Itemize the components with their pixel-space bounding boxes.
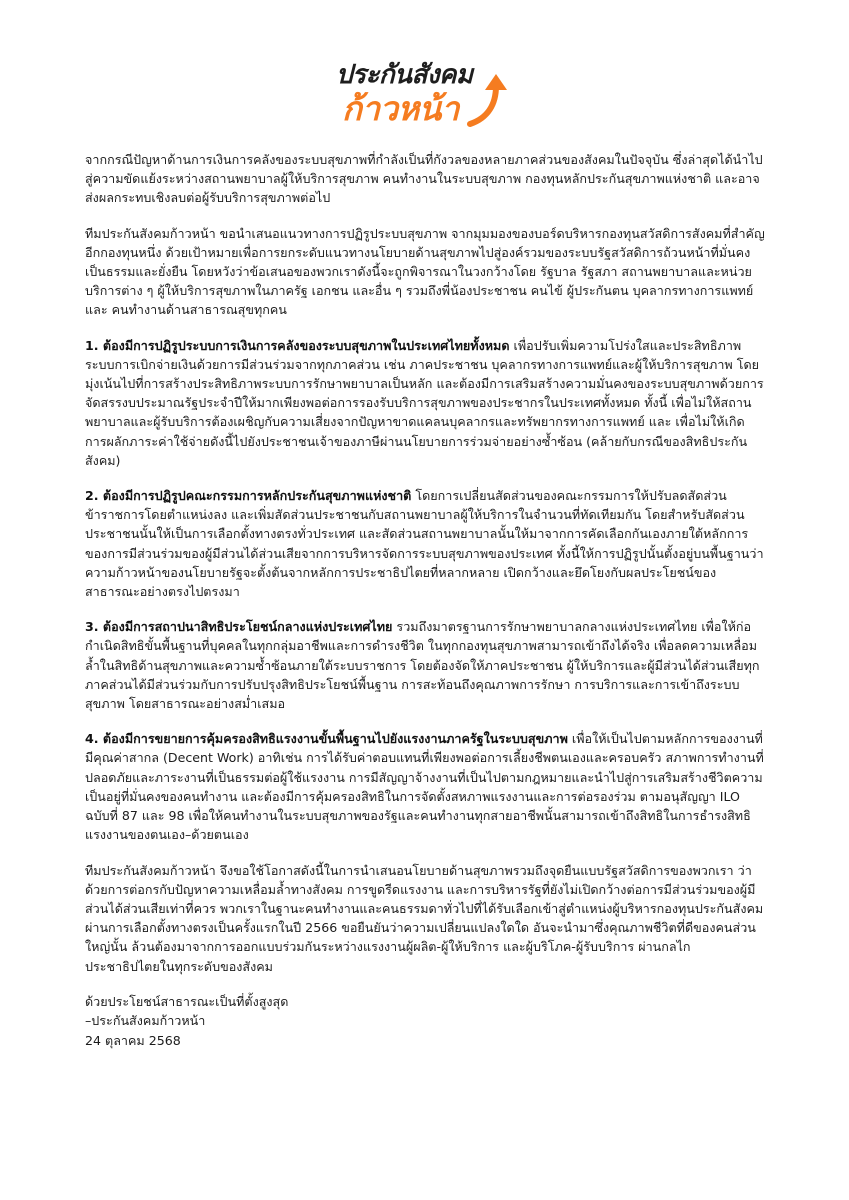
proposal-item-2-text: โดยการเปลี่ยนสัดส่วนของคณะกรรมการให้ปรับลดสัดส่วนข้าราชการโดยตำแหน่งลง และเพิ่มสัดส่วนประชาชนกับสถานพยาบาลผู้ให้บริการในจำนวนที่ทัดเทียมกัน โดยสำหรับสัดส่วนประชาชนนั้นให้เป็นการเลือกตั้งทางตรงทั่วประเทศ และสัดส่วนสถานพยาบาลนั้นให้มาจากการคัดเลือกกันเองภายใต้หลักการของการมีส่วนร่วมของผู้มีส่วนได้ส่วนเสียจากการบริหารจัดการระบบสุขภาพของประเทศ ทั้งนี้ให้การปฏิรูปนั้นตั้งอยู่บนพื้นฐานว่า ความก้าวหน้าของนโยบายรัฐจะตั้งต้นจากหลักการประชาธิปไตยที่หลากหลาย เปิดกว้างและยึดโยงกับผลประโยชน์ของสาธารณะอย่างตรงไปตรงมา <box>85 488 764 600</box>
proposal-item-1 <box>85 336 765 470</box>
logo-text-bottom: ก้าวหน้า <box>342 89 459 128</box>
proposal-item-4-heading: 4. ต้องมีการขยายการคุ้มครองสิทธิแรงงานขั้นพื้นฐานไปยังแรงงานภาครัฐในระบบสุขภาพ <box>85 731 568 747</box>
signoff-line: ด้วยประโยชน์สาธารณะเป็นที่ตั้งสูงสุด <box>85 993 289 1009</box>
signoff-date: 24 ตุลาคม 2568 <box>85 1032 181 1048</box>
letter-body <box>85 150 765 1051</box>
proposal-item-1-heading: 1. ต้องมีการปฏิรูประบบการเงินการคลังของระบบสุขภาพในประเทศไทยทั้งหมด <box>85 337 510 353</box>
proposal-item-3-heading: 3. ต้องมีการสถาปนาสิทธิประโยชน์กลางแห่งประเทศไทย <box>85 619 393 635</box>
proposal-paragraph: ทีมประกันสังคมก้าวหน้า ขอนำเสนอแนวทางการปฏิรูประบบสุขภาพ จากมุมมองของบอร์ดบริหารกองทุนสวัสดิการสังคมที่สำคัญอีกกองทุนหนึ่ง ด้วยเป้าหมายเพื่อการยกระดับแนวทางนโยบายด้านสุขภาพไปสู่องค์รวมของระบบรัฐสวัสดิการถ้วนหน้าที่มั่นคง เป็นธรรมและยั่งยืน โดยหวังว่าข้อเสนอของพวกเราดังนี้จะถูกพิจารณาในวงกว้างโดย รัฐบาล รัฐสภา สถานพยาบาลและหน่วยบริการต่าง ๆ ผู้ให้บริการสุขภาพในภาครัฐ เอกชน และอื่น ๆ รวมถึงพี่น้องประชาชน คนไข้ ผู้ประกันตน บุคลากรทางการแพทย์ และ คนทำงานด้านสาธารณสุขทุกคน <box>85 225 765 318</box>
signoff-author: –ประกันสังคมก้าวหน้า <box>85 1013 206 1029</box>
proposal-item-3-text: รวมถึงมาตรฐานการรักษาพยาบาลกลางแห่งประเทศไทย เพื่อให้ก่อกำเนิดสิทธิขั้นพื้นฐานที่บุคคลในทุกกลุ่มอาชีพและการดำรงชีวิต ในทุกกองทุนสุขภาพสามารถเข้าถึงได้จริง เพื่อลดความเหลื่อมล้ำในสิทธิด้านสุขภาพและความซ้ำซ้อนภายใต้ระบบราชการ โดยต้องจัดให้ภาคประชาชน ผู้ให้บริการและผู้มีส่วนได้ส่วนเสียทุกภาคส่วนได้มีส่วนร่วมกับการปรับปรุงสิทธิประโยชน์พื้นฐาน การสะท้อนถึงคุณภาพการรักษา การบริการและการเข้าถึงระบบสุขภาพ โดยสาธารณะอย่างสม่ำเสมอ <box>85 619 760 712</box>
proposal-item-1-text: เพื่อปรับเพิ่มความโปร่งใสและประสิทธิภาพระบบการเบิกจ่ายเงินด้วยการมีส่วนร่วมจากทุกภาคส่วน เช่น ภาคประชาชน บุคลากรทางการแพทย์และผู้ให้บริการสุขภาพ โดยมุ่งเน้นไปที่การสร้างประสิทธิภาพระบบการรักษาพยาบาลเป็นหลัก และต้องมีการเสริมสร้างความมั่นคงของระบบสุขภาพด้วยการจัดสรรงบประมาณรัฐประจำปีให้มากเพียงพอต่อการรองรับบริการสุขภาพของประชากรในประเทศทั้งหมด ทั้งนี้ เพื่อไม่ให้สถานพยาบาลและผู้รับบริการต้องเผชิญกับความเสี่ยงจากปัญหาขาดแคลนบุคลากรและทรัพยากรทางการแพทย์ และ เพื่อไม่ให้เกิดการผลักภาระค่าใช้จ่ายดังนี้ไปยังประชาชนเจ้าของภาษีผ่านนโยบายการร่วมจ่ายอย่างซ้ำซ้อน (คล้ายกับกรณีของสิทธิประกันสังคม) <box>85 337 764 468</box>
proposal-item-2-heading: 2. ต้องมีการปฏิรูปคณะกรรมการหลักประกันสุขภาพแห่งชาติ <box>85 488 412 504</box>
upward-arrow-icon <box>466 72 512 128</box>
logo-text-top: ประกันสังคม <box>336 60 473 90</box>
closing-paragraph: ทีมประกันสังคมก้าวหน้า จึงขอใช้โอกาสดังนี้ในการนำเสนอนโยบายด้านสุขภาพรวมถึงจุดยืนแบบรัฐสวัสดิการของพวกเรา ว่าด้วยการต่อกรกับปัญหาความเหลื่อมล้ำทางสังคม การขูดรีดแรงงาน และการบริหารรัฐที่ยังไม่เปิดกว้างต่อการมีส่วนร่วมของผู้มีส่วนได้ส่วนเสียเท่าที่ควร พวกเราในฐานะคนทำงานและคนธรรมดาทั่วไปที่ได้รับเลือกเข้าสู่ตำแหน่งผู้บริหารกองทุนประกันสังคมผ่านการเลือกตั้งทางตรงเป็นครั้งแรกในปี 2566 ขอยืนยันว่าความเปลี่ยนแปลงใดใด อันจะนำมาซึ่งคุณภาพชีวิตที่ดีของคนส่วนใหญ่นั้น ล้วนต้องมาจากการออกแบบร่วมกันระหว่างแรงงานผู้ผลิต-ผู้ให้บริการ และผู้บริโภค-ผู้รับบริการ ผ่านกลไกประชาธิปไตยในทุกระดับของสังคม <box>85 862 764 974</box>
signoff <box>85 992 765 1051</box>
proposal-item-4 <box>85 729 765 844</box>
proposal-item-3 <box>85 617 765 713</box>
proposal-item-4-text: เพื่อให้เป็นไปตามหลักการของงานที่มีคุณค่าสากล (Decent Work) อาทิเช่น การได้รับค่าตอบแทนที่เพียงพอต่อการเลี้ยงชีพตนเองและครอบครัว สภาพการทำงานที่ปลอดภัยและภาระงานที่เป็นธรรมต่อผู้ใช้แรงงาน การมีสัญญาจ้างงานที่เป็นไปตามกฎหมายและนำไปสู่การเสริมสร้างชีวิตความเป็นอยู่ที่มั่นคงของคนทำงาน และต้องมีการคุ้มครองสิทธิในการจัดตั้งสหภาพแรงงานและการต่อรองร่วม ตามอนุสัญญา ILO ฉบับที่ 87 และ 98 เพื่อให้คนทำงานในระบบสุขภาพของรัฐและคนทำงานทุกสายอาชีพนั้นสามารถเข้าถึงสิทธิในการธำรงสิทธิแรงงานของตนเอง–ด้วยตนเอง <box>85 731 764 843</box>
logo <box>330 52 520 130</box>
intro-paragraph: จากกรณีปัญหาด้านการเงินการคลังของระบบสุขภาพที่กำลังเป็นที่กังวลของหลายภาคส่วนของสังคมในปัจจุบัน ซึ่งล่าสุดได้นำไปสู่ความขัดแย้งระหว่างสถานพยาบาลผู้ให้บริการสุขภาพ คนทำงานในระบบสุขภาพ กองทุนหลักประกันสุขภาพแห่งชาติ และอาจส่งผลกระทบเชิงลบต่อผู้รับบริการสุขภาพต่อไป <box>85 152 763 206</box>
proposal-item-2 <box>85 486 765 601</box>
